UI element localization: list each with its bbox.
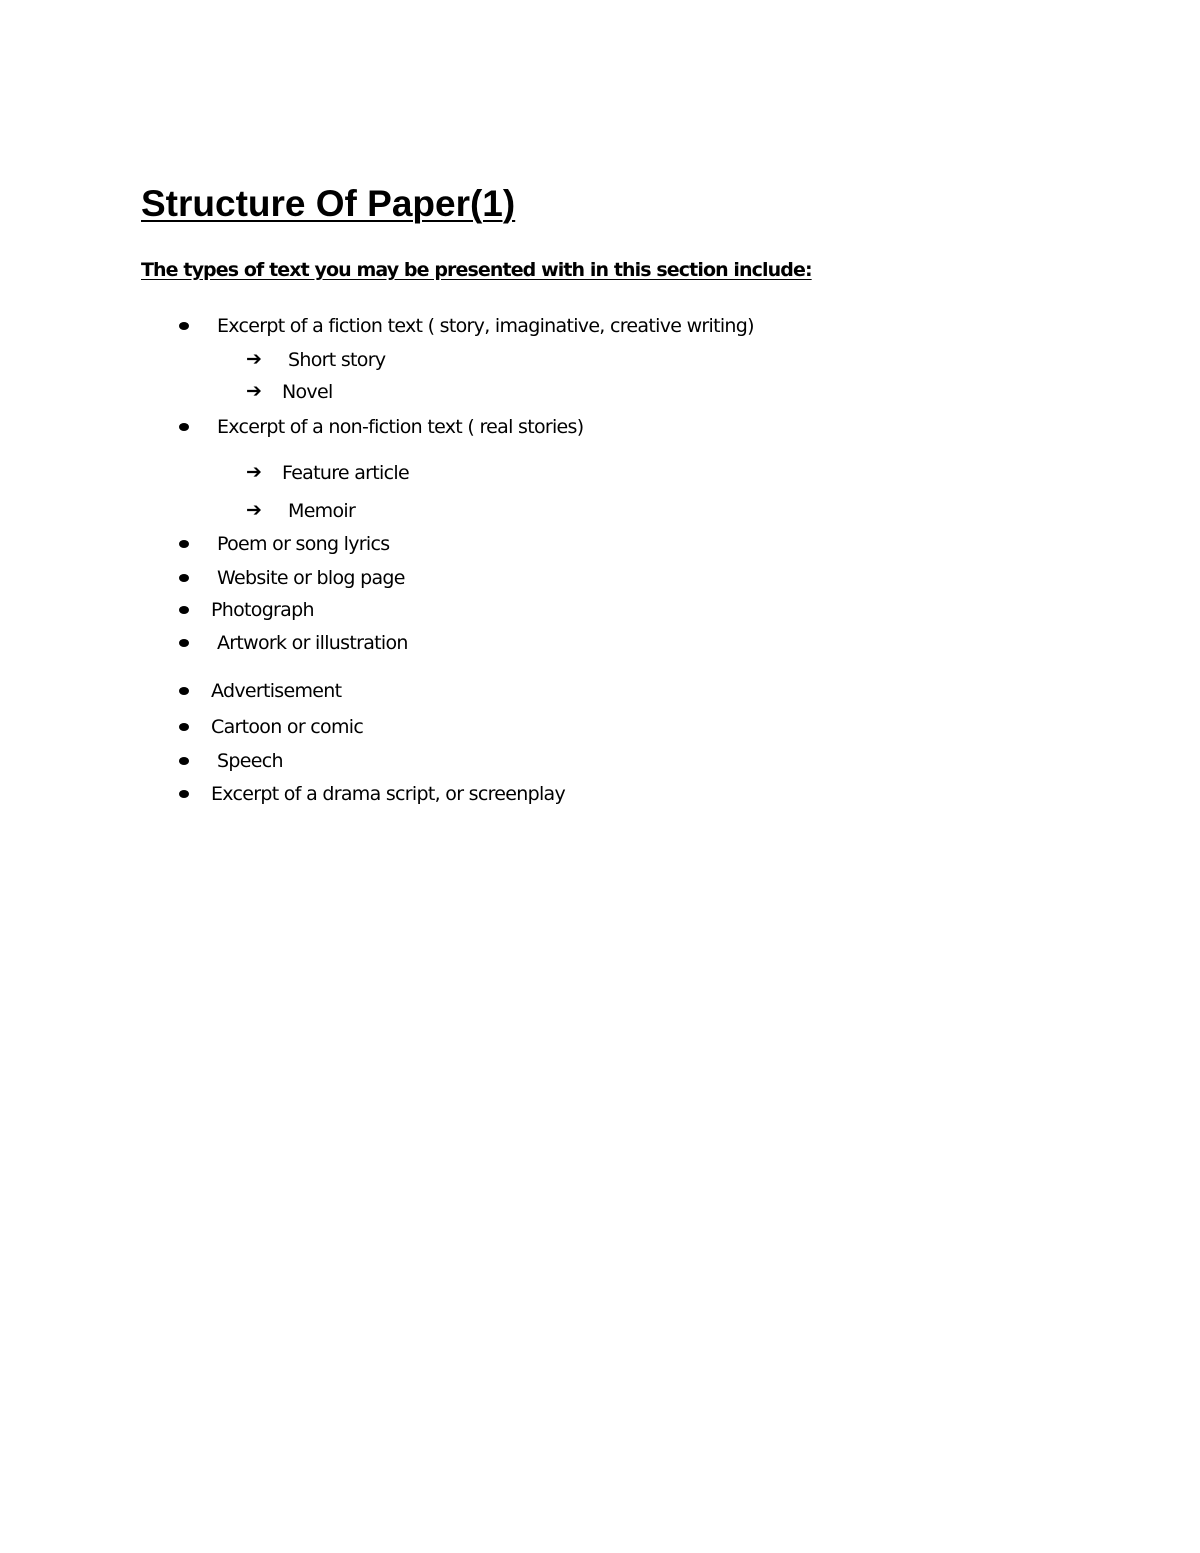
sub-list-item: Memoir [288,500,356,522]
right-arrow-icon: ➔ [246,499,262,521]
bullet-dot-icon [179,790,189,798]
list-item: Excerpt of a fiction text ( story, imaginative, creative writing) [217,315,754,337]
bullet-dot-icon [179,757,189,765]
section-subtitle: The types of text you may be presented with in this section include: [141,259,812,281]
sub-list-item: Novel [282,381,333,403]
list-item: Poem or song lyrics [217,533,390,555]
right-arrow-icon: ➔ [246,348,262,370]
bullet-dot-icon [179,322,189,330]
list-item: Speech [217,750,283,772]
bullet-dot-icon [179,423,189,431]
bullet-dot-icon [179,574,189,582]
bullet-dot-icon [179,606,189,614]
list-item: Excerpt of a non-fiction text ( real stories) [217,416,584,438]
bullet-dot-icon [179,723,189,731]
bullet-dot-icon [179,540,189,548]
bullet-dot-icon [179,687,189,695]
list-item: Artwork or illustration [217,632,408,654]
sub-list-item: Short story [288,349,386,371]
right-arrow-icon: ➔ [246,461,262,483]
list-item: Cartoon or comic [211,716,364,738]
right-arrow-icon: ➔ [246,380,262,402]
sub-list-item: Feature article [282,462,409,484]
page-title: Structure Of Paper(1) [141,183,516,224]
list-item: Excerpt of a drama script, or screenplay [211,783,566,805]
list-item: Advertisement [211,680,342,702]
list-item: Photograph [211,599,314,621]
list-item: Website or blog page [217,567,405,589]
bullet-dot-icon [179,639,189,647]
